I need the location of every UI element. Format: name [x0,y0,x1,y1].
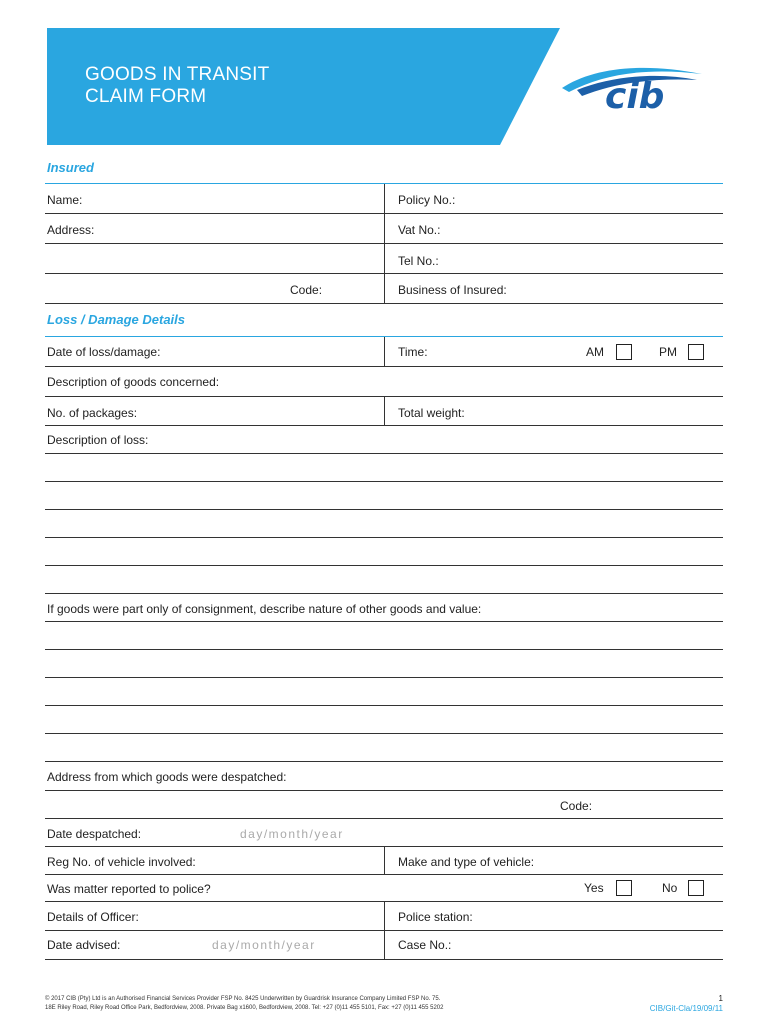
yes-checkbox[interactable] [616,880,632,896]
footer-legal-line2: 18E Riley Road, Riley Road Office Park, Bedfordview, 2008. Private Bag x1600, Bedfordview, 2008. Tel: +27 (0)11 455 5101, Fax: +27 (0)11 455 5202 [45,1005,444,1011]
am-label: AM [586,345,604,359]
date-despatched-label: Date despatched: [47,827,142,841]
row-line [45,790,723,791]
code-label: Code: [290,283,323,297]
form-title-line2: CLAIM FORM [85,86,207,107]
insured-column-divider [384,184,385,304]
logo-text: cib [605,76,665,112]
writing-line [45,509,723,510]
address-despatched-label: Address from which goods were despatched: [47,770,287,784]
form-title [85,64,269,108]
writing-line [45,649,723,650]
pm-checkbox[interactable] [688,344,704,360]
details-officer-label: Details of Officer: [47,910,139,924]
writing-line [45,677,723,678]
consignment-label: If goods were part only of consignment, describe nature of other goods and value: [47,602,482,616]
footer-legal-line1: © 2017 CIB (Pty) Ltd is an Authorised Financial Services Provider FSP No. 8425 Underwritten by Guardrisk Insurance Company Limited FSP No. 75. [45,996,441,1002]
row-line [45,874,723,875]
writing-line [45,453,723,454]
address-label: Address: [47,223,95,237]
time-label: Time: [398,345,428,359]
row-line [45,818,723,819]
writing-line [45,537,723,538]
form-title-line1: GOODS IN TRANSIT [85,64,270,85]
case-no-label: Case No.: [398,938,452,952]
business-label: Business of Insured: [398,283,507,297]
police-reported-label: Was matter reported to police? [47,882,211,896]
writing-line [45,481,723,482]
row-line [45,366,723,367]
page-number: 1 [718,994,723,1003]
writing-line [45,733,723,734]
am-checkbox[interactable] [616,344,632,360]
writing-line [45,621,723,622]
date-advised-placeholder[interactable]: day/month/year [212,938,316,952]
date-of-loss-label: Date of loss/damage: [47,345,161,359]
column-divider [384,337,385,367]
form-code: CIB/Git-Cla/19/09/11 [649,1004,723,1013]
cib-logo [557,60,707,112]
no-packages-label: No. of packages: [47,406,138,420]
no-label: No [662,881,678,895]
date-despatched-placeholder[interactable]: day/month/year [240,827,344,841]
police-station-label: Police station: [398,910,473,924]
column-divider [384,397,385,425]
row-line [45,273,723,274]
description-goods-label: Description of goods concerned: [47,375,220,389]
row-line [45,425,723,426]
loss-section-title: Loss / Damage Details [47,312,185,327]
writing-line [45,705,723,706]
writing-line [45,565,723,566]
despatch-code-label: Code: [560,799,593,813]
tel-no-label: Tel No.: [398,254,439,268]
name-label: Name: [47,193,83,207]
row-line [45,959,723,960]
vat-no-label: Vat No.: [398,223,441,237]
pm-label: PM [659,345,677,359]
reg-no-label: Reg No. of vehicle involved: [47,855,196,869]
date-advised-label: Date advised: [47,938,121,952]
writing-line [45,593,723,594]
make-type-label: Make and type of vehicle: [398,855,535,869]
column-divider [384,902,385,960]
row-line [45,243,723,244]
writing-line [45,761,723,762]
no-checkbox[interactable] [688,880,704,896]
total-weight-label: Total weight: [398,406,465,420]
policy-no-label: Policy No.: [398,193,456,207]
column-divider [384,847,385,875]
description-loss-label: Description of loss: [47,433,149,447]
row-line [45,303,723,304]
yes-label: Yes [584,881,604,895]
row-line [45,213,723,214]
insured-section-title: Insured [47,160,94,175]
row-line [45,930,723,931]
